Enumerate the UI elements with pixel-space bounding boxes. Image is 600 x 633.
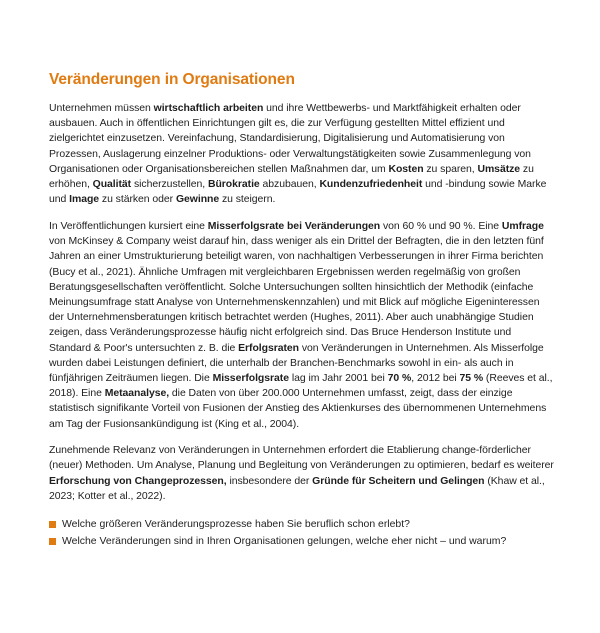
bold-term: Gründe für Scheitern und Gelingen	[312, 475, 485, 487]
bold-term: Umsätze	[477, 163, 521, 175]
paragraph-2	[49, 219, 554, 432]
bold-term: Bürokratie	[207, 179, 260, 191]
bold-term: Misserfolgsrate bei Veränderungen	[207, 220, 381, 232]
paragraph-3	[49, 443, 554, 504]
question-text: Welche Veränderungen sind in Ihren Organisationen gelungen, welche eher nicht – und warum?	[62, 536, 507, 548]
bold-term: Kundenzufriedenheit	[319, 179, 423, 191]
text-run: und -bindung sowie Marke und	[49, 179, 547, 206]
text-run: , 2012 bei	[411, 372, 460, 384]
text-run: insbesondere der	[226, 475, 313, 487]
bold-term: Kosten	[388, 163, 424, 175]
bold-term: Umfrage	[501, 220, 544, 232]
text-run: zu steigern.	[219, 194, 276, 206]
bold-term: Qualität	[92, 179, 132, 191]
bold-term: 70 %	[387, 372, 412, 384]
text-run: (Khaw et al., 2023; Kotter et al., 2022).	[49, 475, 545, 502]
text-run: lag im Jahr 2001 bei	[288, 372, 388, 384]
paragraph-1	[49, 101, 554, 207]
text-run: zu sparen,	[423, 163, 478, 175]
bold-term: Erfolgsraten	[238, 342, 299, 354]
question-text: Welche größeren Veränderungsprozesse haben Sie beruflich schon erlebt?	[62, 519, 410, 531]
bold-term: Gewinne	[175, 194, 220, 206]
text-run: zu stärken oder	[99, 194, 176, 206]
question-list	[49, 517, 554, 549]
bold-term: Erforschung von Changeprozessen,	[49, 475, 227, 487]
text-run: abzubauen,	[259, 179, 320, 191]
text-run: sicherzustellen,	[131, 179, 208, 191]
text-run: In Veröffentlichungen kursiert eine	[49, 220, 208, 232]
article	[49, 71, 554, 551]
question-item	[49, 517, 554, 532]
text-run: die Daten von über 200.000 Unternehmen umfasst, zeigt, dass der einzige statistisch signifikante Vorteil von Fusionen der Anstieg des Aktienkurses des übernommenen Unternehmens am Tag der Fusionsankündigung ist (King et al., 2004).	[49, 388, 547, 430]
text-run: von 60 % und 90 %. Eine	[380, 220, 502, 232]
question-item	[49, 534, 554, 549]
bold-term: Misserfolgsrate	[212, 372, 289, 384]
text-run: Unternehmen müssen	[49, 103, 154, 114]
text-run: zu erhöhen,	[49, 163, 534, 191]
text-run: von Veränderungen in Unternehmen. Als Misserfolge wurden dabei Leistungen definiert, die unterhalb der Branchen-Benchmarks sowohl in ein- als auch in fünfjährigen Zeiträumen liegen. Die	[49, 342, 544, 384]
bold-term: 75 %	[459, 372, 484, 384]
bold-term: wirtschaftlich arbeiten	[153, 103, 264, 114]
bold-term: Image	[69, 194, 100, 206]
text-run: von McKinsey & Company weist darauf hin, dass weniger als ein Drittel der Befragten, die in den letzten fünf Jahren an einer Umstrukturierung beteiligt waren, von nachhaltigen Verbesserungen in ihrer Firma berichten (Bucy et al., 2021). Ähnliche Umfragen mit vergleichbaren Ergebnissen werden regelmäßig von großen Beratungsgesellschaften veröffentlicht. Solche Untersuchungen sollten hinsichtlich der Methodik (einfache Meinungsumfrage statt Analyse von Unternehmenskennzahlen) und mit Blick auf mögliche Eigeninteressen der Unternehmensberatungen kritisch betrachtet werden (Hughes, 2011). Aber auch unabhängige Studien zeigen, dass Veränderungsprozesse häufig nicht erfolgreich sind. Das Bruce Henderson Institute und Standard & Poor's untersuchten z. B. die	[49, 236, 544, 354]
text-run: Zunehmende Relevanz von Veränderungen in Unternehmen erfordert die Etablierung change-förderlicher (neuer) Methoden. Um Analyse, Planung und Begleitung von Veränderungen zu optimieren, bedarf es weiterer	[49, 445, 554, 472]
section-title: Veränderungen in Organisationen	[49, 71, 295, 88]
text-run: und ihre Wettbewerbs- und Marktfähigkeit erhalten oder ausbauen. Auch in öffentlichen Einrichtungen gilt es, die zur Verfügung gestellten Mittel effizient und zielgerichtet einzusetzen. Vereinfachung, Standardisierung, Digitalisierung und Automatisierung von Prozessen, Auslagerung einzelner Produktions- oder Verwaltungstätigkeiten sowie Zusammenlegung von Organisationen oder Organisationsbereichen stellen Maßnahmen dar, um	[49, 103, 531, 175]
square-bullet-icon	[49, 521, 56, 528]
text-run: (Reeves et al., 2018). Eine	[49, 372, 553, 400]
bold-term: Metaanalyse,	[104, 388, 170, 400]
square-bullet-icon	[49, 538, 56, 545]
